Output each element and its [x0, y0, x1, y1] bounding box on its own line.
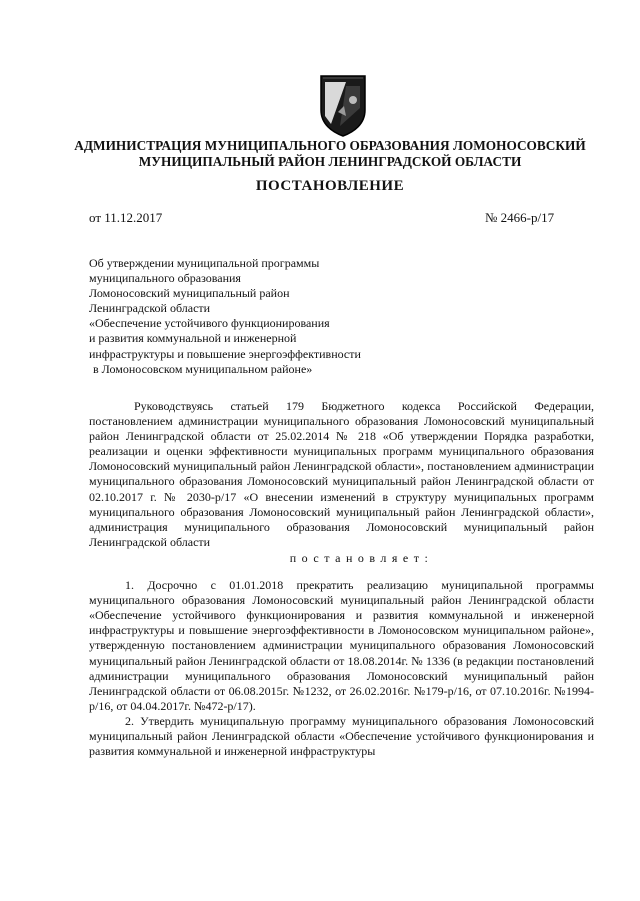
document-subject: [89, 256, 419, 377]
subject-line: «Обеспечение устойчивого функционирования: [89, 316, 330, 331]
org-name-line-2: МУНИЦИПАЛЬНЫЙ РАЙОН ЛЕНИНГРАДСКОЙ ОБЛАСТИ: [138, 154, 522, 169]
subject-line: инфраструктуры и повышение энергоэффективности: [89, 346, 361, 361]
subject-line: Ленинградской области: [89, 301, 211, 316]
document-body: [89, 399, 594, 759]
subject-line: и развития коммунальной и инженерной: [89, 331, 297, 346]
document-number: № 2466-р/17: [485, 210, 555, 225]
subject-line: в Ломоносовском муниципальном районе»: [93, 361, 313, 376]
decrees-heading: постановляет:: [289, 550, 434, 565]
document-date: от 11.12.2017: [89, 210, 163, 225]
org-name-line-1: АДМИНИСТРАЦИЯ МУНИЦИПАЛЬНОГО ОБРАЗОВАНИЯ ЛОМОНОСОВСКИЙ: [74, 138, 586, 153]
preamble-paragraph: Руководствуясь статьей 179 Бюджетного кодекса Российской Федерации, постановлением администрации муниципального образования Ломоносовский муниципальный район Ленинградской области от 25.02.2014 № 218 «Об утверждении Порядка разработки, реализации и оценки эффективности муниципальных программ муниципального образования Ломоносовский муниципальный район Ленинградской области», постановлением администрации муниципального образования Ломоносовский муниципальный район Ленинградской области от 02.10.2017 г. № 2030-р/17 «О внесении изменений в структуру муниципальных программ муниципального образования Ломоносовский муниципальный район Ленинградской области», администрация муниципального образования Ломоносовский муниципальный район Ленинградской области: [89, 399, 594, 549]
coat-of-arms-icon: [316, 72, 370, 138]
clause-2: 2. Утвердить муниципальную программу муниципального образования Ломоносовский муниципальный район Ленинградской области «Обеспечение устойчивого функционирования и развития коммунальной и инженерной инфраструктуры: [89, 713, 594, 759]
document-type-title: ПОСТАНОВЛЕНИЕ: [255, 178, 405, 194]
subject-line: Ломоносовский муниципальный район: [89, 286, 290, 301]
organization-name: [70, 138, 590, 170]
subject-line: Об утверждении муниципальной программы: [89, 256, 320, 270]
subject-line: муниципального образования: [89, 271, 241, 286]
clause-1: 1. Досрочно с 01.01.2018 прекратить реализацию муниципальной программы муниципального образования Ломоносовский муниципальный район Ленинградской области «Обеспечение устойчивого функционирования и развития коммунальной и инженерной инфраструктуры и повышение энергоэффективности в Ломоносовском муниципальном районе», утвержденную постановлением администрации муниципального образования Ломоносовский муниципальный район Ленинградской области от 18.08.2014г. № 1336 (в редакции постановлений администрации муниципального образования Ломоносовский муниципальный район Ленинградской области от 06.08.2015г. №1232, от 26.02.2016г. №179-р/16, от 07.10.2016г. №1994-р/16, от 04.04.2017г. №472-р/17).: [89, 578, 594, 713]
